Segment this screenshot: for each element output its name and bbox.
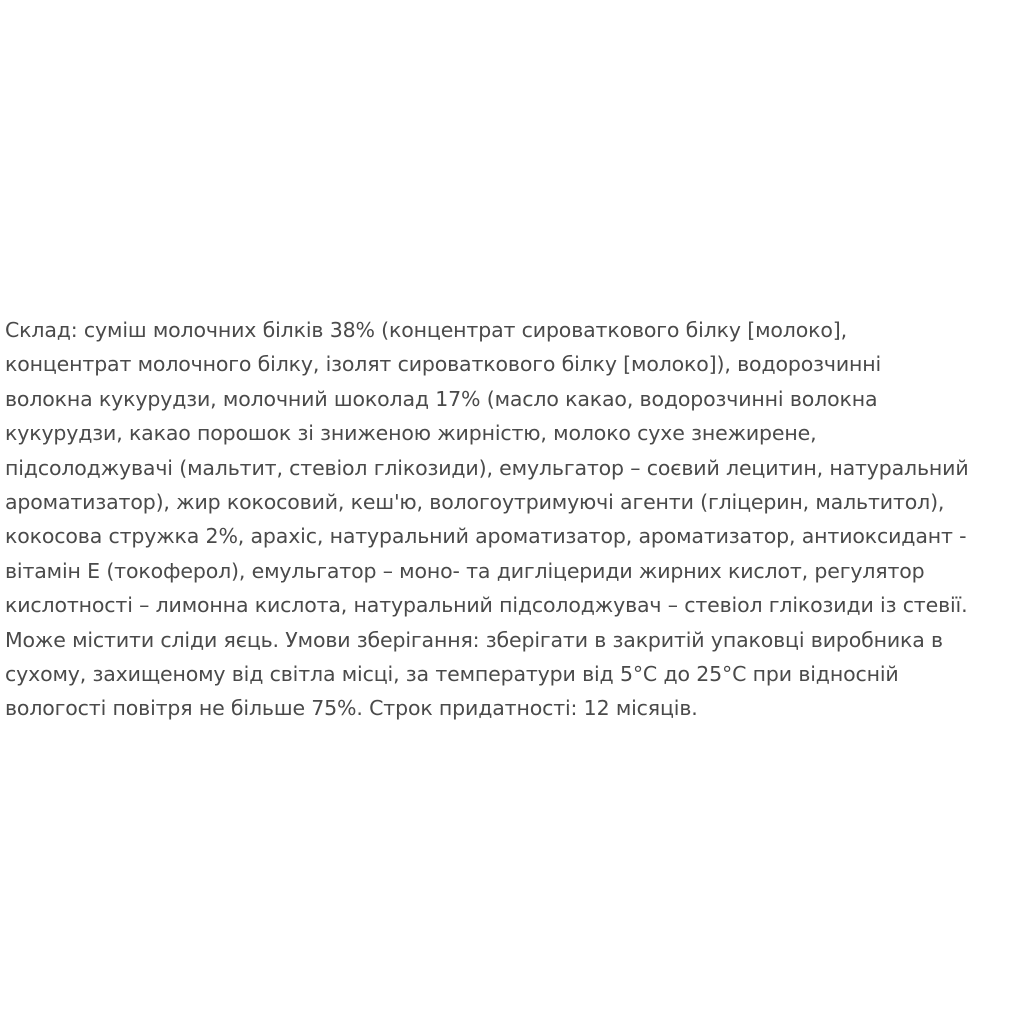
text-line: кокосова стружка 2%, арахіс, натуральний ароматизатор, ароматизатор, антиоксидант - bbox=[5, 524, 967, 549]
text-line: сухому, захищеному від світла місці, за температури від 5°С до 25°С при відносній bbox=[5, 661, 899, 686]
text-line: волокна кукурудзи, молочний шоколад 17% (масло какао, водорозчинні волокна bbox=[5, 386, 878, 411]
text-line: кукурудзи, какао порошок зі зниженою жирністю, молоко сухе знежирене, bbox=[5, 421, 817, 446]
text-line: кислотності – лимонна кислота, натуральний підсолоджувач – стевіол глікозиди із стевії. bbox=[5, 593, 968, 618]
text-line: вітамін Е (токоферол), емульгатор – моно- та дигліцериди жирних кислот, регулятор bbox=[5, 558, 925, 583]
text-line: концентрат молочного білку, ізолят сироваткового білку [молоко]), водорозчинні bbox=[5, 352, 882, 377]
text-line: підсолоджувачі (мальтит, стевіол глікозиди), емульгатор – соєвий лецитин, натуральний bbox=[5, 455, 969, 480]
ingredients-text bbox=[5, 313, 1024, 726]
text-line: Склад: суміш молочних білків 38% (концентрат сироваткового білку [молоко], bbox=[5, 318, 847, 342]
text-line: Може містити сліди яєць. Умови зберігання: зберігати в закритій упаковці виробника в bbox=[5, 627, 943, 652]
text-line: вологості повітря не більше 75%. Строк придатності: 12 місяців. bbox=[5, 696, 698, 721]
text-line: ароматизатор), жир кокосовий, кеш'ю, вологоутримуючі агенти (гліцерин, мальтитол), bbox=[5, 489, 945, 514]
